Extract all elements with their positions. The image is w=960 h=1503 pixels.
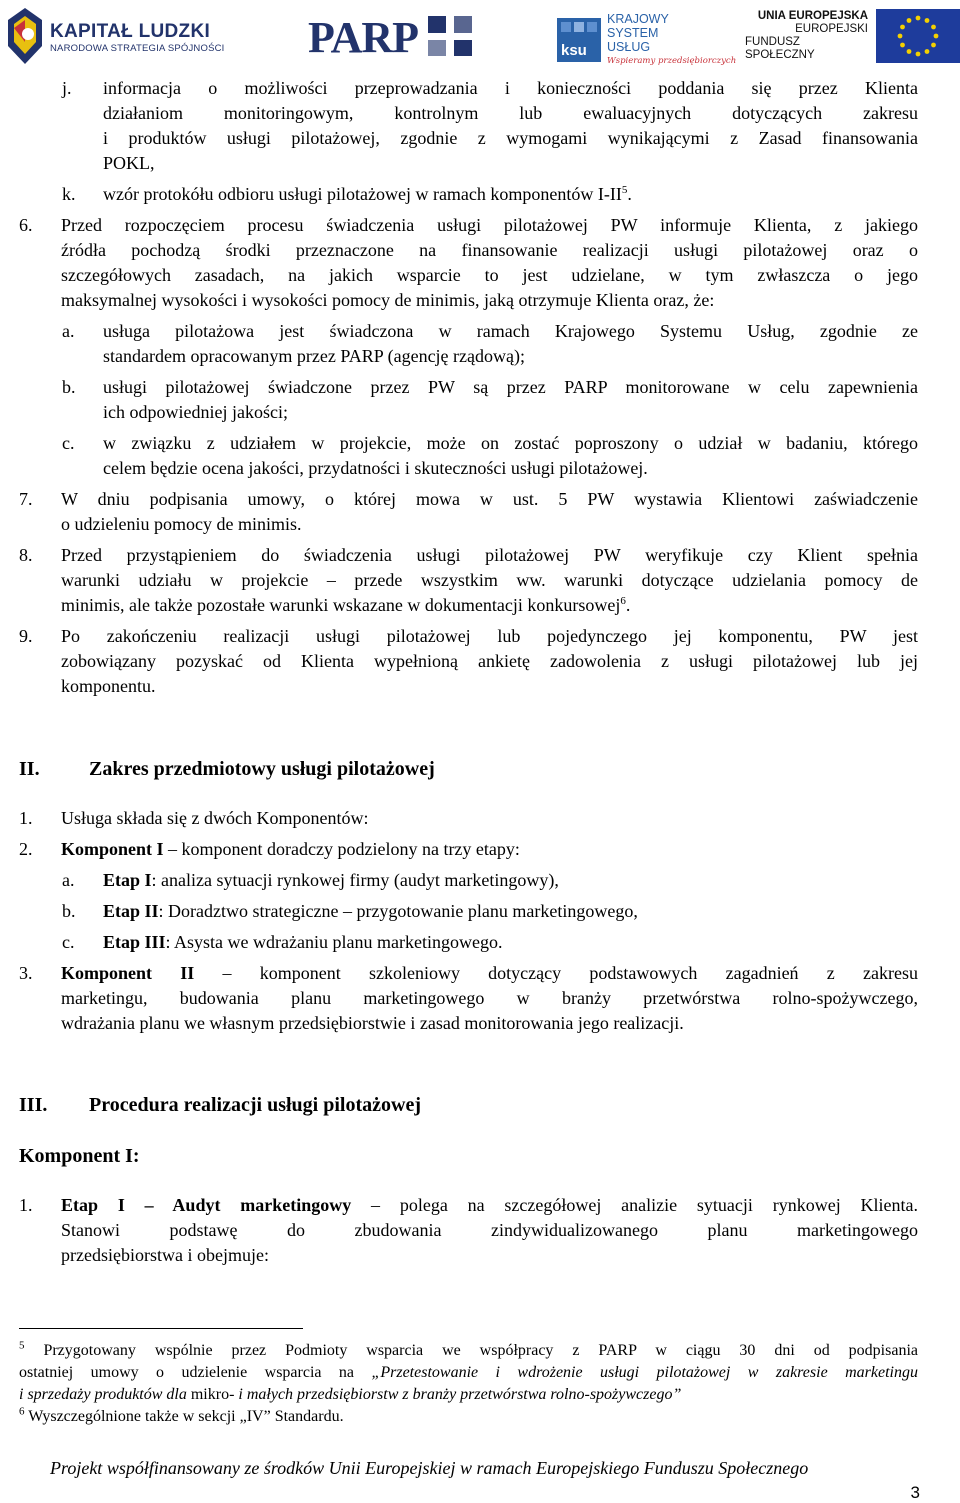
eu-flag-icon <box>876 9 960 63</box>
item-k-text: wzór protokółu odbioru usługi pilotażowej w ramach komponentów I-II <box>103 184 622 204</box>
point-8-line-1: Przed przystąpieniem do świadczenia usługi pilotażowej PW weryfikuje czy Klient spełnia <box>61 545 918 565</box>
sub-c-label: c. <box>62 433 75 453</box>
section-3-title: Procedura realizacji usługi pilotażowej <box>89 1094 421 1116</box>
point-7-line-2: o udzieleniu pomocy de minimis. <box>61 514 302 534</box>
item-j-line-1: informacja o możliwości przeprowadzania i konieczności poddania się przez Klienta <box>103 78 918 98</box>
s2-item-1-text: Usługa składa się z dwóch Komponentów: <box>61 808 369 828</box>
ksu-line-2: SYSTEM <box>607 26 659 40</box>
footnote-ref-5[interactable]: 5 <box>621 184 628 196</box>
s2-sub-a-text <box>103 868 559 893</box>
s2-sub-a-bold: Etap I <box>103 870 152 890</box>
footnote-separator <box>19 1328 303 1329</box>
footnote-5-text-2b: „Przetestowanie i wdrożenie usługi pilotażowej w zakresie marketingu <box>371 1364 918 1381</box>
footnote-5-text-3b: mikro- <box>190 1386 235 1403</box>
ue-line-3: FUNDUSZ SPOŁECZNY <box>745 36 815 61</box>
s2-item-2-bold: Komponent I <box>61 839 164 859</box>
ksu-line-3: USŁUG <box>607 40 651 54</box>
point-6-label: 6. <box>19 215 33 235</box>
item-k-line-1 <box>103 182 632 207</box>
point-6-line-1: Przed rozpoczęciem procesu świadczenia usługi pilotażowej PW informuje Klienta, z jakiego <box>61 215 918 235</box>
footnote-5-line-3 <box>19 1384 681 1406</box>
page-number: 3 <box>910 1483 920 1502</box>
ksu-box-label: ksu <box>561 42 587 59</box>
s2-item-3-label: 3. <box>19 963 33 983</box>
item-j-line-3: i produktów usługi pilotażowej, zgodnie z wymogami wynikającymi z Zasad finansowania <box>103 128 918 148</box>
footnote-5-marker: 5 <box>19 1339 25 1352</box>
kapital-ludzki-logo <box>6 6 225 68</box>
s2-item-3-rest: – komponent szkoleniowy dotyczący podstawowych zagadnień z zakresu <box>194 963 918 983</box>
s3-item-1-rest: – polega na szczegółowej analizie sytuacji rynkowej Klienta. <box>351 1195 918 1215</box>
point-8-line-2: warunki udziału w projekcie – przede wszystkim ww. warunki dotyczące udzielania pomocy de <box>61 570 918 590</box>
footnote-5-text-2a: ostatniej umowy o udzielenie wsparcia na <box>19 1364 372 1381</box>
komponent-1-heading: Komponent I: <box>19 1145 140 1167</box>
point-7-label: 7. <box>19 489 33 509</box>
s2-sub-b-rest: : Doradztwo strategiczne – przygotowanie planu marketingowego, <box>158 901 638 921</box>
s3-item-1-line-3: przedsiębiorstwa i obejmuje: <box>61 1245 269 1265</box>
sub-c-line-1: w związku z udziałem w projekcie, może on zostać poproszony o udział w badaniu, którego <box>103 433 918 453</box>
point-6-line-4: maksymalnej wysokości i wysokości pomocy de minimis, jaką otrzymuje Klienta oraz, że: <box>61 290 715 310</box>
ksu-square-icon <box>557 18 601 62</box>
item-k-end: . <box>627 184 632 204</box>
s2-sub-a-label: a. <box>62 870 75 890</box>
header-logos <box>0 0 960 70</box>
point-9-line-2: zobowiązany pozyskać od Klienta wypełnioną ankietę zadowolenia z usługi pilotażowej lub jej <box>61 651 918 671</box>
point-9-line-1: Po zakończeniu realizacji usługi pilotażowej lub pojedynczego jej komponentu, PW jest <box>61 626 918 646</box>
item-j-line-2: działaniom monitoringowym, kontrolnym lub ewaluacyjnych dotyczących zakresu <box>103 103 918 123</box>
s2-item-2-rest: – komponent doradczy podzielony na trzy etapy: <box>163 839 520 859</box>
footnote-5-line-2 <box>19 1362 918 1384</box>
parp-logo <box>308 8 478 66</box>
s2-sub-b-label: b. <box>62 901 76 921</box>
point-6-line-2: źródła pochodzą środki przeznaczone na finansowanie realizacji usługi pilotażowej oraz o <box>61 240 918 260</box>
point-8-line-3 <box>61 593 630 618</box>
kapital-ludzki-title: KAPITAŁ LUDZKI <box>50 20 211 42</box>
sub-b-label: b. <box>62 377 76 397</box>
s2-item-2-text <box>61 837 520 862</box>
ksu-line-1: KRAJOWY <box>607 12 669 26</box>
s2-sub-c-text <box>103 930 502 955</box>
s2-sub-c-rest: : Asysta we wdrażaniu planu marketingowego. <box>165 932 503 952</box>
s2-sub-c-label: c. <box>62 932 75 952</box>
s2-sub-a-rest: : analiza sytuacji rynkowej firmy (audyt marketingowy), <box>151 870 559 890</box>
sub-a-line-1: usługa pilotażowa jest świadczona w ramach Krajowego Systemu Usług, zgodnie ze <box>103 321 918 341</box>
s2-item-3-line-2: marketingu, budowania planu marketingowego w branży przetwórstwa rolno-spożywczego, <box>61 988 918 1008</box>
s2-item-3-bold: Komponent II <box>61 963 195 983</box>
sub-a-line-2: standardem opracowanym przez PARP (agencję rządową); <box>103 346 526 366</box>
s3-item-1-bold: Etap I – Audyt marketingowy <box>61 1195 352 1215</box>
footnote-5-text-3c: i małych przedsiębiorstw z branży przetwórstwa rolno-spożywczego” <box>234 1386 682 1403</box>
point-6-line-3: szczegółowych zasadach, na jakich wsparcie to jest udzielane, w tym zwłaszcza o jego <box>61 265 918 285</box>
page-footer: Projekt współfinansowany ze środków Unii Europejskiej w ramach Europejskiego Funduszu Społecznego <box>50 1458 809 1478</box>
s2-sub-b-bold: Etap II <box>103 901 159 921</box>
sub-a-label: a. <box>62 321 75 341</box>
sub-b-line-2: ich odpowiedniej jakości; <box>103 402 288 422</box>
ksu-tagline: Wspieramy przedsiębiorczych <box>607 56 737 66</box>
footnote-5-text-3a: i sprzedaży produktów dla <box>19 1386 191 1403</box>
section-3-number: III. <box>19 1094 48 1116</box>
item-j-label: j. <box>62 78 72 98</box>
parp-wordmark: PARP <box>308 12 419 62</box>
point-8-label: 8. <box>19 545 33 565</box>
kapital-ludzki-subtitle: NARODOWA STRATEGIA SPÓJNOŚCI <box>50 42 225 54</box>
s3-item-1-line-1 <box>61 1193 918 1218</box>
footnote-ref-6[interactable]: 6 <box>620 595 626 607</box>
footnote-6-text: Wyszczególnione także w sekcji „IV” Standardu. <box>24 1408 344 1425</box>
point-8-text: minimis, ale także pozostałe warunki wskazane w dokumentacji konkursowej <box>61 595 621 615</box>
section-2-title: Zakres przedmiotowy usługi pilotażowej <box>89 758 435 780</box>
s2-item-3-line-1 <box>61 961 918 986</box>
sub-c-line-2: celem będzie ocena jakości, przydatności i skuteczności usługi pilotażowej. <box>103 458 648 478</box>
point-8-end: . <box>625 595 631 615</box>
point-9-line-3: komponentu. <box>61 676 156 696</box>
item-k-label: k. <box>62 184 76 204</box>
footnote-6-marker: 6 <box>19 1405 25 1418</box>
ue-line-1: UNIA EUROPEJSKA <box>757 10 868 22</box>
footnote-6 <box>19 1406 344 1428</box>
unia-europejska-logo <box>745 10 960 62</box>
sub-b-line-1: usługi pilotażowej świadczone przez PW są przez PARP monitorowane w celu zapewnienia <box>103 377 918 397</box>
ue-line-2: EUROPEJSKI <box>795 23 868 35</box>
krajowy-system-uslug-logo <box>557 10 736 70</box>
point-7-line-1: W dniu podpisania umowy, o której mowa w ust. 5 PW wystawia Klientowi zaświadczenie <box>61 489 918 509</box>
footnote-5-line-1 <box>19 1340 918 1362</box>
point-9-label: 9. <box>19 626 33 646</box>
s2-item-3-line-3: wdrażania planu we własnym przedsiębiorstwie i zasad monitorowania jego realizacji. <box>61 1013 684 1033</box>
s3-item-1-label: 1. <box>19 1195 33 1215</box>
s2-sub-b-text <box>103 899 638 924</box>
item-j-line-4: POKL, <box>103 153 155 173</box>
parp-cross-icon <box>424 12 478 62</box>
footnote-5-text-1: Przygotowany wspólnie przez Podmioty wsparcia we współpracy z PARP w ciągu 30 dni od podpisania <box>24 1342 918 1359</box>
s2-item-1-label: 1. <box>19 808 33 828</box>
s3-item-1-line-2: Stanowi podstawę do zbudowania zindywidualizowanego planu marketingowego <box>61 1220 918 1240</box>
s2-item-2-label: 2. <box>19 839 33 859</box>
section-2-number: II. <box>19 758 40 780</box>
kapital-ludzki-emblem-icon <box>6 6 44 68</box>
s2-sub-c-bold: Etap III <box>103 932 166 952</box>
